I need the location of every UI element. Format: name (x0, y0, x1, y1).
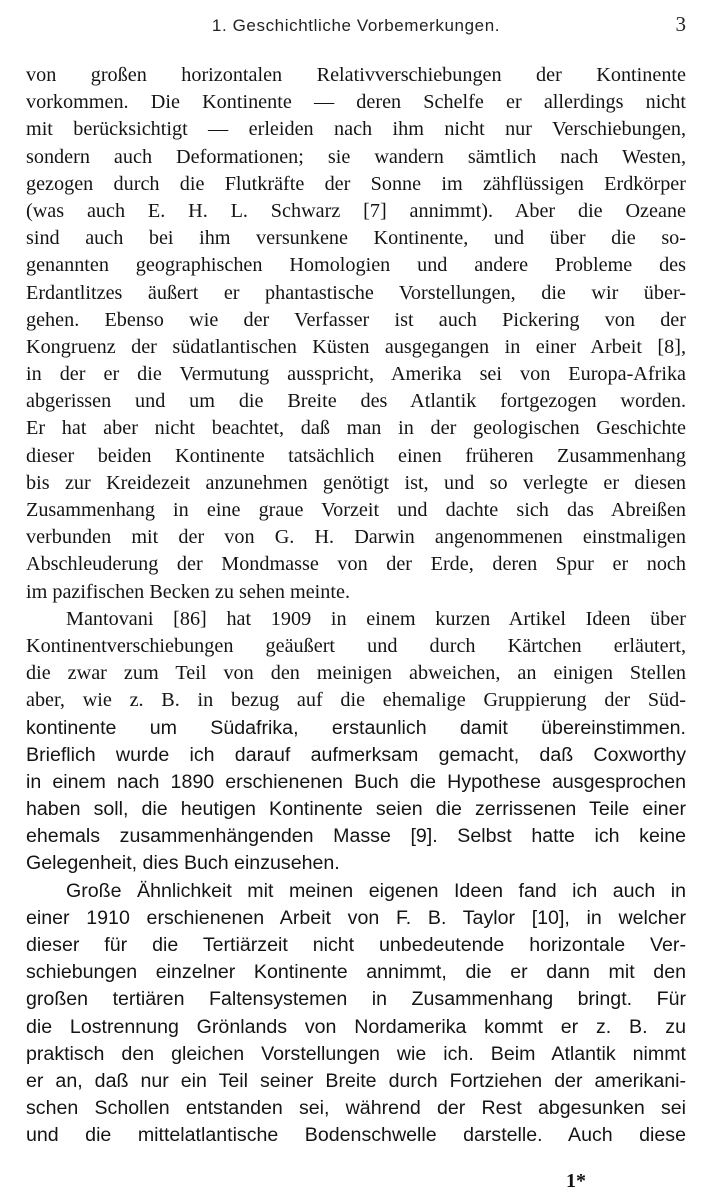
text-line: Abschleuderung der Mondmasse von der Erde, deren Spur er noch (26, 553, 686, 576)
text-line: einer 1910 erschienenen Arbeit von F. B. Taylor [10], in welcher (26, 906, 686, 929)
text-line: praktisch den gleichen Vorstellungen wie ich. Beim Atlantik nimmt (26, 1042, 686, 1065)
text-line: gezogen durch die Flutkräfte der Sonne im zähflüssigen Erdkörper (26, 172, 686, 195)
text-line: sondern auch Deformationen; sie wandern sämtlich nach Westen, (26, 145, 686, 168)
text-line: genannten geographischen Homologien und andere Probleme des (26, 254, 686, 277)
text-line: schen Schollen entstanden sei, während der Rest abgesunken sei (26, 1097, 686, 1120)
body-text (26, 62, 686, 1150)
text-line: Kontinentverschiebungen geäußert und durch Kärtchen erläutert, (26, 634, 686, 657)
text-line: die Lostrennung Grönlands von Nordamerika kommt er z. B. zu (26, 1015, 686, 1038)
text-line: gehen. Ebenso wie der Verfasser ist auch Pickering von der (26, 308, 686, 331)
text-line: abgerissen und um die Breite des Atlantik fortgezogen worden. (26, 390, 686, 413)
text-line: Zusammenhang in eine graue Vorzeit und dachte sich das Abreißen (26, 499, 686, 521)
text-line: schiebungen einzelner Kontinente annimmt, die er dann mit den (26, 961, 686, 984)
text-line: kontinente um Südafrika, erstaunlich damit übereinstimmen. (26, 716, 686, 739)
text-line: haben soll, die heutigen Kontinente seien die zerrissenen Teile einer (26, 798, 686, 821)
text-line: sind auch bei ihm versunkene Kontinente, und über die so- (26, 227, 686, 250)
text-line: aber, wie z. B. in bezug auf die ehemalige Gruppierung der Süd- (26, 689, 686, 712)
text-line: (was auch E. H. L. Schwarz [7] annimmt). Aber die Ozeane (26, 199, 686, 222)
text-line: im pazifischen Becken zu sehen meinte. (26, 580, 350, 603)
text-line: er an, daß nur ein Teil seiner Breite durch Fortziehen der amerikani- (26, 1069, 686, 1092)
text-line: Brieflich wurde ich darauf aufmerksam gemacht, daß Coxworthy (26, 743, 686, 766)
text-line: verbunden mit der von G. H. Darwin angenommenen einstmaligen (26, 526, 686, 549)
page-number: 3 (675, 12, 686, 36)
text-line: dieser für die Tertiärzeit nicht unbedeutende horizontale Ver- (26, 934, 686, 956)
text-line: Gelegenheit, dies Buch einzusehen. (26, 852, 340, 875)
text-line: Mantovani [86] hat 1909 in einem kurzen Artikel Ideen über (66, 607, 686, 630)
text-line: mit berücksichtigt — erleiden nach ihm nicht nur Verschiebungen, (26, 118, 686, 141)
signature-mark: 1* (566, 1170, 586, 1192)
text-line: dieser beiden Kontinente tatsächlich einen früheren Zusammenhang (26, 444, 686, 467)
text-line: ehemals zusammenhängenden Masse [9]. Selbst hatte ich keine (26, 825, 686, 848)
text-line: vorkommen. Die Kontinente — deren Schelfe er allerdings nicht (26, 91, 686, 114)
text-line: und die mittelatlantische Bodenschwelle darstelle. Auch diese (26, 1124, 686, 1147)
running-header (26, 10, 686, 40)
running-title: 1. Geschichtliche Vorbemerkungen. (211, 16, 501, 35)
text-line: Große Ähnlichkeit mit meinen eigenen Ideen fand ich auch in (66, 879, 686, 902)
text-line: bis zur Kreidezeit anzunehmen genötigt ist, und so verlegte er diesen (26, 471, 686, 494)
text-line: in einem nach 1890 erschienenen Buch die Hypothese ausgesprochen (26, 770, 686, 793)
text-line: Erdantlitzes äußert er phantastische Vorstellungen, die wir über- (26, 281, 686, 304)
text-line: Kongruenz der südatlantischen Küsten ausgegangen in einer Arbeit [8], (26, 335, 686, 358)
text-line: die zwar zum Teil von den meinigen abweichen, an einigen Stellen (26, 662, 686, 685)
text-line: von großen horizontalen Relativverschiebungen der Kontinente (26, 64, 686, 86)
text-line: großen tertiären Faltensystemen in Zusammenhang bringt. Für (26, 988, 686, 1011)
text-line: in der er die Vermutung ausspricht, Amerika sei von Europa-Afrika (26, 363, 686, 386)
text-line: Er hat aber nicht beachtet, daß man in der geologischen Geschichte (26, 417, 686, 440)
